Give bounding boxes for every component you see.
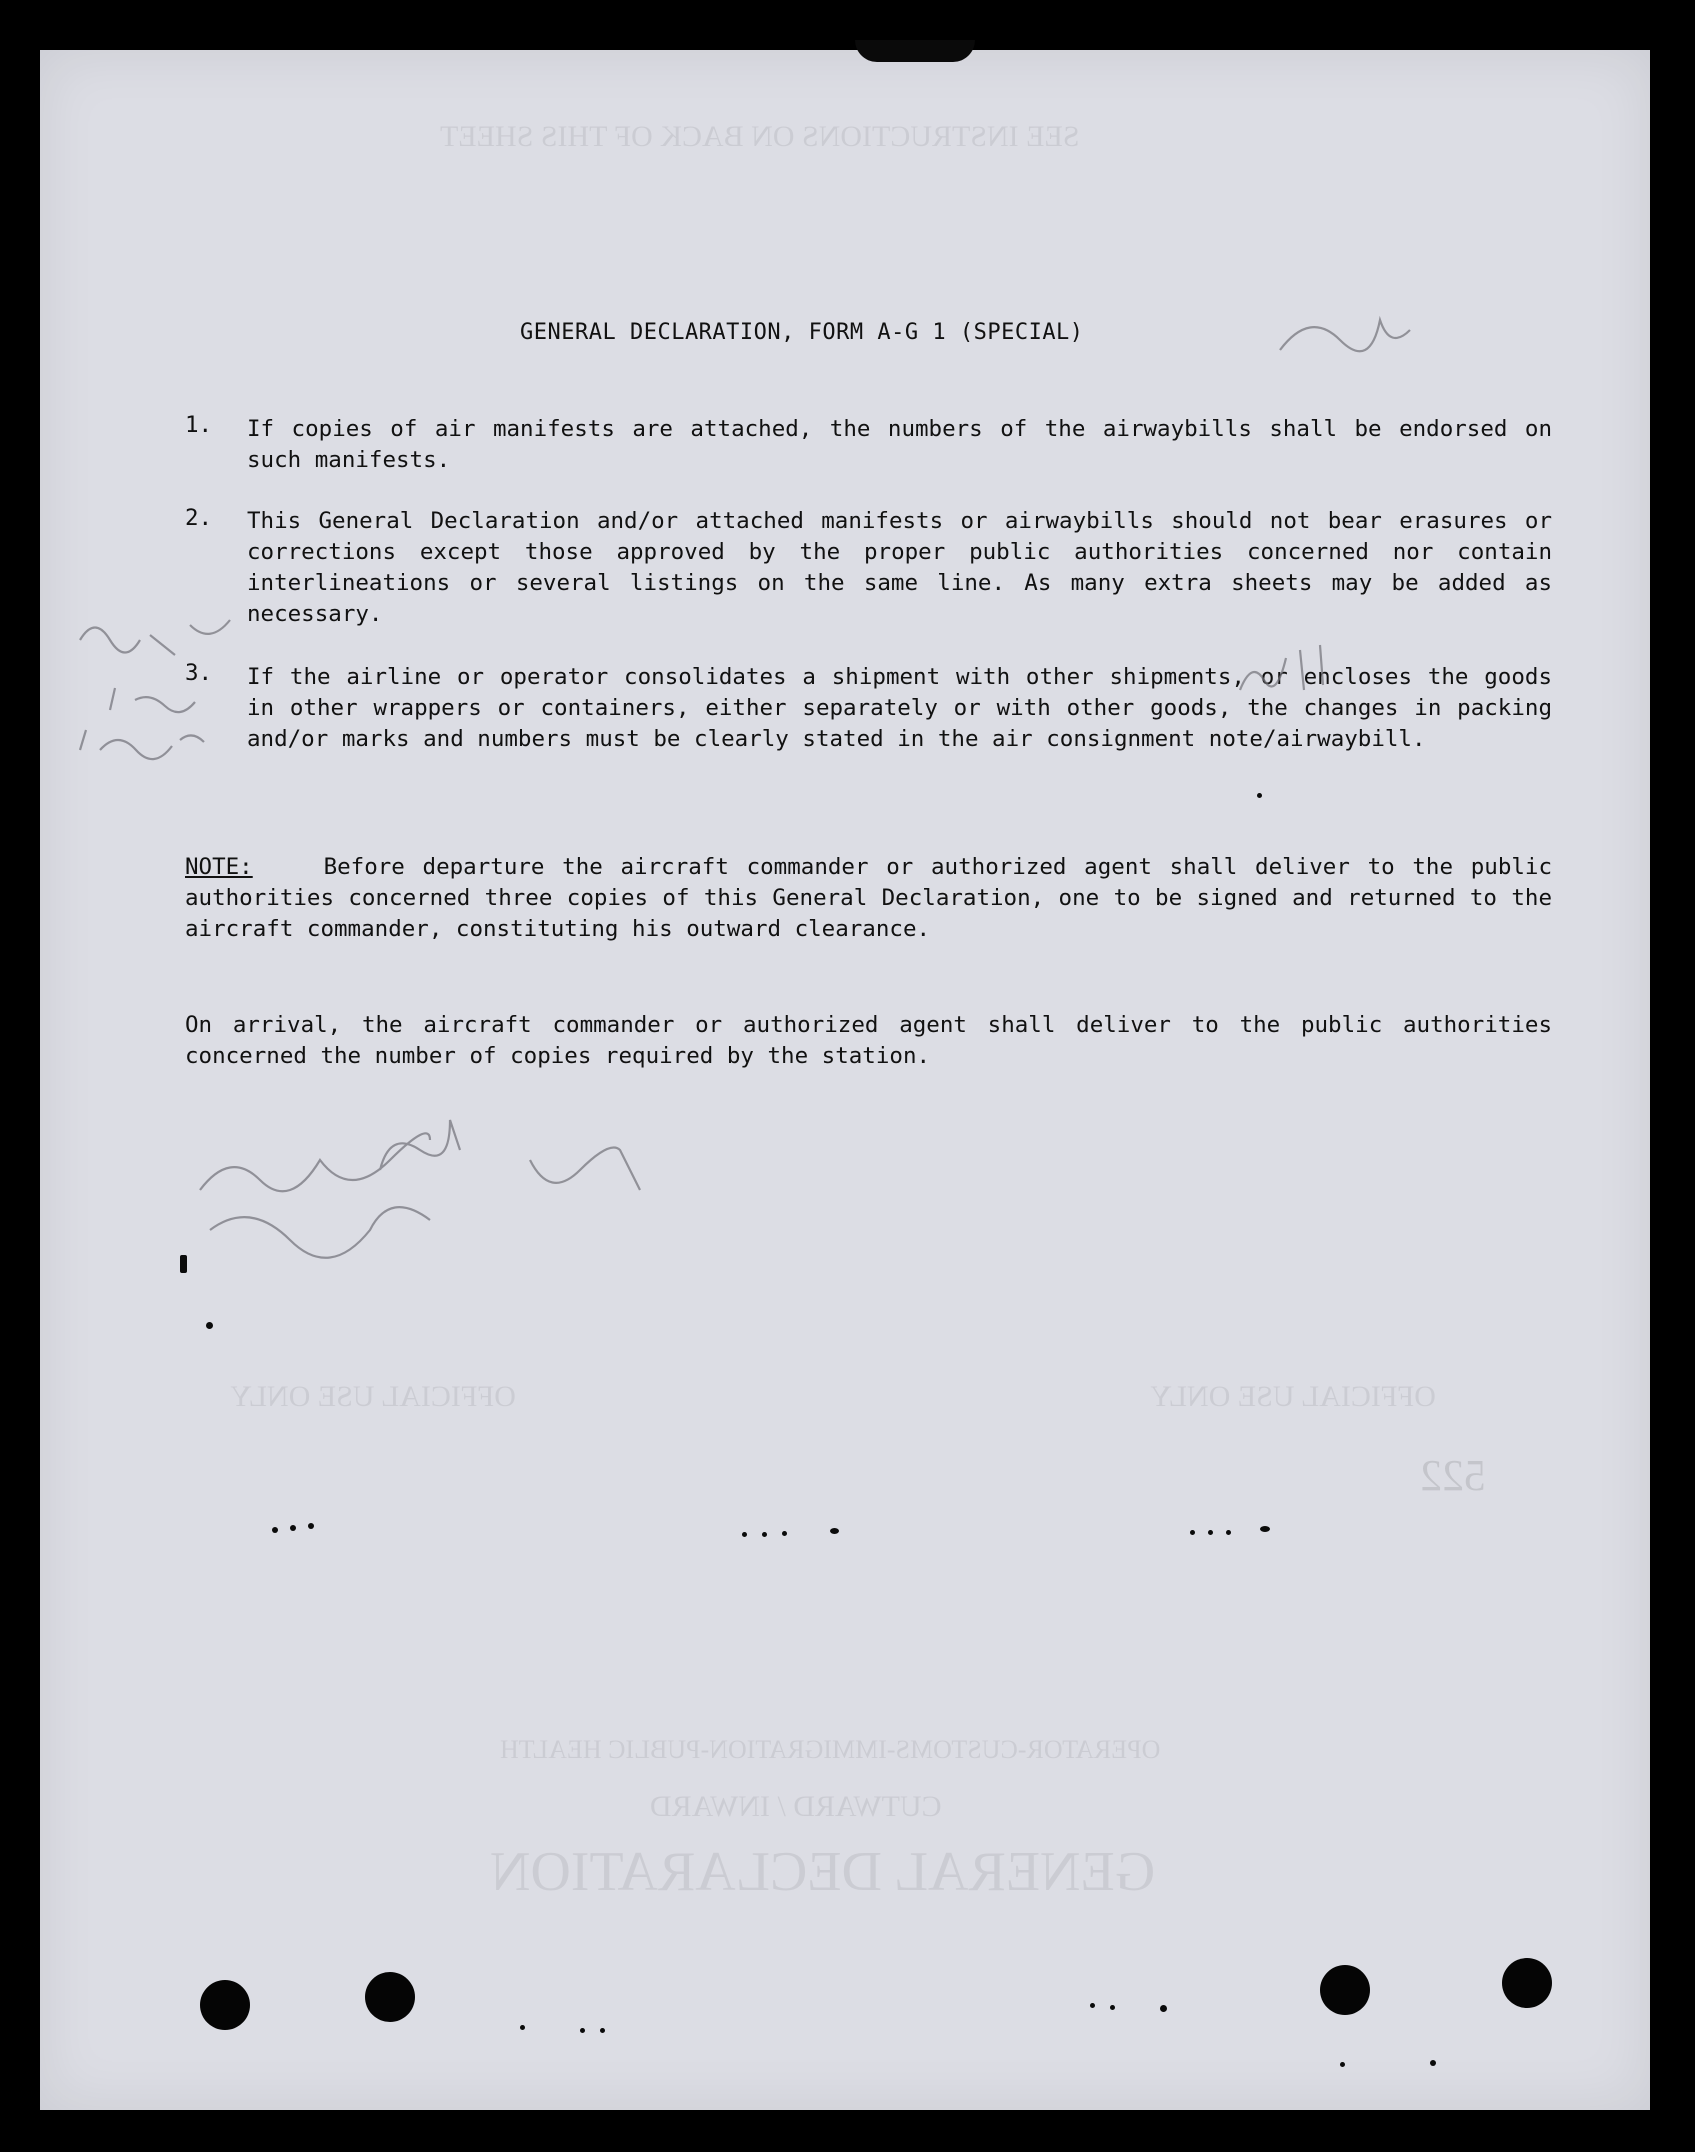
bleed-page-number: 522 (1420, 1451, 1486, 1500)
bleed-official-use-right: OFFICIAL USE ONLY (1150, 1380, 1436, 1413)
handwritten-marks (40, 50, 1650, 2110)
bleed-header: SEE INSTRUCTIONS ON BACK OF THIS SHEET (440, 120, 1080, 153)
speck (1110, 2005, 1115, 2010)
speck (762, 1532, 767, 1537)
item-text-2: This General Declaration and/or attached manifests or airwaybills should not bear erasures or corrections except those approved by the proper public authorities concerned nor contain interlineations or several listings on the same line. As many extra sheets may be added as necessary. (247, 508, 1552, 627)
speck (742, 1532, 747, 1537)
punch-hole (200, 1980, 250, 2030)
speck (1160, 2005, 1167, 2012)
speck (1208, 1530, 1213, 1535)
binder-clip (855, 40, 975, 62)
speck (1190, 1530, 1195, 1535)
speck (206, 1322, 213, 1329)
note-text: Before departure the aircraft commander or authorized agent shall deliver to the public authorities concerned three copies of this General Declaration, one to be signed and returned to the aircraft commander, constituting his outward clearance. (185, 854, 1552, 942)
bleed-agencies: OPERATOR-CUSTOMS-IMMIGRATION-PUBLIC HEALTH (500, 1735, 1161, 1764)
speck (180, 1255, 187, 1273)
punch-hole (365, 1972, 415, 2022)
speck (600, 2028, 605, 2033)
item-number-3: 3. (185, 660, 213, 686)
speck (580, 2028, 585, 2033)
speck (1257, 793, 1262, 798)
speck (830, 1528, 839, 1534)
speck (1260, 1526, 1270, 1532)
speck (1340, 2062, 1345, 2067)
bleed-subtitle: CUTWARD / INWARD (650, 1790, 942, 1823)
punch-hole (1320, 1965, 1370, 2015)
speck (1430, 2060, 1436, 2066)
speck (1226, 1530, 1231, 1535)
bleed-official-use-left: OFFICIAL USE ONLY (230, 1380, 516, 1413)
item-number-2: 2. (185, 505, 213, 531)
item-number-1: 1. (185, 412, 213, 438)
speck (308, 1523, 314, 1529)
bleed-form-title: GENERAL DECLARATION (490, 1841, 1156, 1903)
punch-hole (1502, 1958, 1552, 2008)
arrival-paragraph: On arrival, the aircraft commander or authorized agent shall deliver to the public authorities concerned the number of copies required by the station. (185, 1012, 1552, 1069)
speck (782, 1531, 787, 1536)
item-text-1: If copies of air manifests are attached, the numbers of the airwaybills shall be endorsed on such manifests. (247, 416, 1552, 473)
document-page (40, 50, 1650, 2110)
speck (272, 1527, 278, 1533)
speck (290, 1525, 296, 1531)
page-title: GENERAL DECLARATION, FORM A-G 1 (SPECIAL) (520, 320, 1084, 345)
note-label: NOTE: (185, 854, 253, 880)
speck (1090, 2003, 1095, 2008)
item-text-3: If the airline or operator consolidates a shipment with other shipments, or encloses the goods in other wrappers or containers, either separately or with other goods, the changes in packing and/or marks and numbers must be clearly stated in the air consignment note/airwaybill. (247, 664, 1552, 752)
speck (520, 2025, 525, 2030)
